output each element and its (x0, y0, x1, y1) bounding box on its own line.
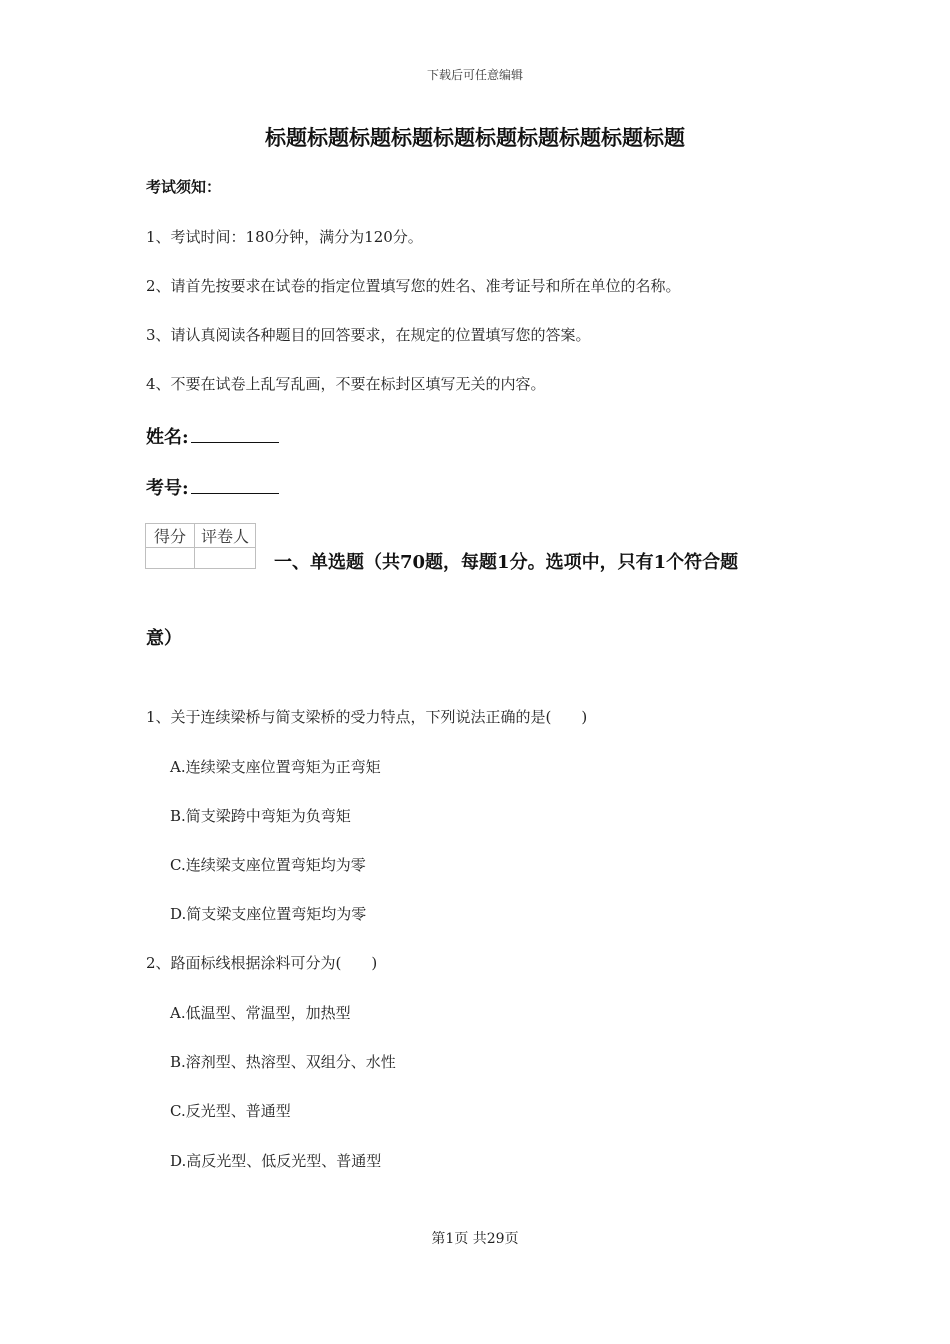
score-table (145, 523, 256, 569)
question-2-option-a: A.低温型、常温型，加热型 (170, 1004, 351, 1022)
grader-cell[interactable] (195, 548, 256, 569)
header-note: 下载后可任意编辑 (426, 68, 523, 82)
question-2-option-d: D.高反光型、低反光型、普通型 (170, 1152, 382, 1170)
question-2: 2、路面标线根据涂料可分为( ) (146, 954, 378, 972)
score-header: 得分 (146, 524, 195, 548)
name-field (146, 423, 279, 449)
notice-heading: 考试须知： (146, 178, 222, 196)
exam-number-label: 考号: (146, 478, 189, 499)
question-1: 1、关于连续梁桥与简支梁桥的受力特点，下列说法正确的是( ) (146, 708, 588, 726)
notice-item: 1、考试时间：180分钟，满分为120分。 (146, 228, 423, 246)
notice-item: 3、请认真阅读各种题目的回答要求，在规定的位置填写您的答案。 (146, 326, 591, 344)
question-1-option-c: C.连续梁支座位置弯矩均为零 (170, 856, 366, 874)
name-blank[interactable] (191, 424, 279, 443)
section-title-continued: 意） (146, 628, 182, 649)
exam-number-blank[interactable] (191, 475, 279, 494)
document-title: 标题标题标题标题标题标题标题标题标题标题 (265, 125, 685, 150)
question-1-option-a: A.连续梁支座位置弯矩为正弯矩 (170, 758, 381, 776)
question-2-option-b: B.溶剂型、热溶型、双组分、水性 (170, 1053, 396, 1071)
question-2-option-c: C.反光型、普通型 (170, 1102, 291, 1120)
grader-header: 评卷人 (195, 524, 256, 548)
section-title: 一、单选题（共70题，每题1分。选项中，只有1个符合题 (274, 552, 739, 573)
name-label: 姓名: (146, 427, 189, 448)
page-footer: 第1页 共29页 (431, 1231, 519, 1247)
notice-item: 4、不要在试卷上乱写乱画，不要在标封区填写无关的内容。 (146, 375, 546, 393)
exam-number-field (146, 474, 279, 500)
score-cell[interactable] (146, 548, 195, 569)
question-1-option-b: B.简支梁跨中弯矩为负弯矩 (170, 807, 351, 825)
question-1-option-d: D.简支梁支座位置弯矩均为零 (170, 905, 367, 923)
notice-item: 2、请首先按要求在试卷的指定位置填写您的姓名、准考证号和所在单位的名称。 (146, 277, 681, 295)
